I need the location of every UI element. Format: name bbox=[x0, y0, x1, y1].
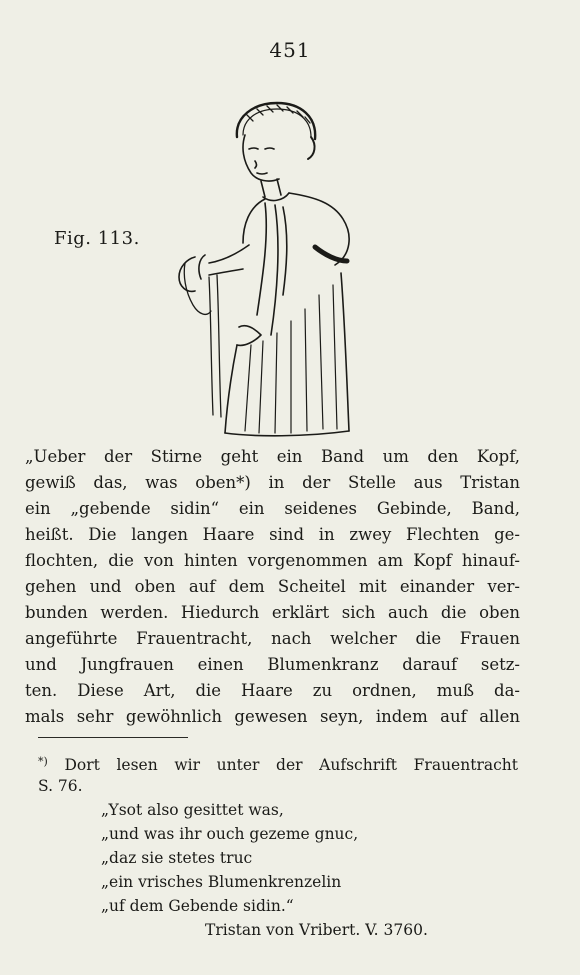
footnote-marker: *) bbox=[38, 755, 48, 768]
footnote-divider bbox=[38, 737, 188, 738]
text-line: heißt. Die langen Haare sind in zwey Flechten ge- bbox=[25, 525, 520, 544]
text-line: „Ueber der Stirne geht ein Band um den Kopf, bbox=[25, 447, 520, 466]
verse-citation: Tristan von Vribert. V. 3760. bbox=[205, 921, 428, 939]
verse-line: „ein vrisches Blumenkrenzelin bbox=[101, 873, 342, 891]
text-line: bunden werden. Hiedurch erklärt sich auch die oben bbox=[25, 603, 520, 622]
page-number: 451 bbox=[269, 38, 311, 62]
verse-line: „uf dem Gebende sidin.“ bbox=[101, 897, 294, 915]
body-text bbox=[25, 444, 520, 730]
text-line: flochten, die von hinten vorgenommen am Kopf hinauf- bbox=[25, 551, 520, 570]
figure-label: Fig. 113. bbox=[54, 228, 140, 249]
text-line: und Jungfrauen einen Blumenkranz darauf setz- bbox=[25, 655, 520, 674]
footnote-text: Dort lesen wir unter der Aufschrift Frauentracht bbox=[64, 756, 518, 774]
footnote bbox=[38, 750, 518, 942]
verse-line: „Ysot also gesittet was, bbox=[101, 801, 284, 819]
text-line: angeführte Frauentracht, nach welcher die Frauen bbox=[25, 629, 520, 648]
verse-line: „daz sie stetes truc bbox=[101, 849, 253, 867]
text-line: ein „gebende sidin“ ein seidenes Gebinde, Band, bbox=[25, 499, 520, 518]
text-line: mals sehr gewöhnlich gewesen seyn, indem auf allen bbox=[25, 707, 520, 726]
text-line: ten. Diese Art, die Haare zu ordnen, muß da- bbox=[25, 681, 520, 700]
woman-figure-illustration bbox=[165, 95, 370, 440]
text-line: gehen und oben auf dem Scheitel mit einander ver- bbox=[25, 577, 520, 596]
text-line: gewiß das, was oben*) in der Stelle aus Tristan bbox=[25, 473, 520, 492]
footnote-first-line bbox=[38, 750, 518, 774]
footnote-page-reference: S. 76. bbox=[38, 777, 83, 795]
verse-line: „und was ihr ouch gezeme gnuc, bbox=[101, 825, 359, 843]
